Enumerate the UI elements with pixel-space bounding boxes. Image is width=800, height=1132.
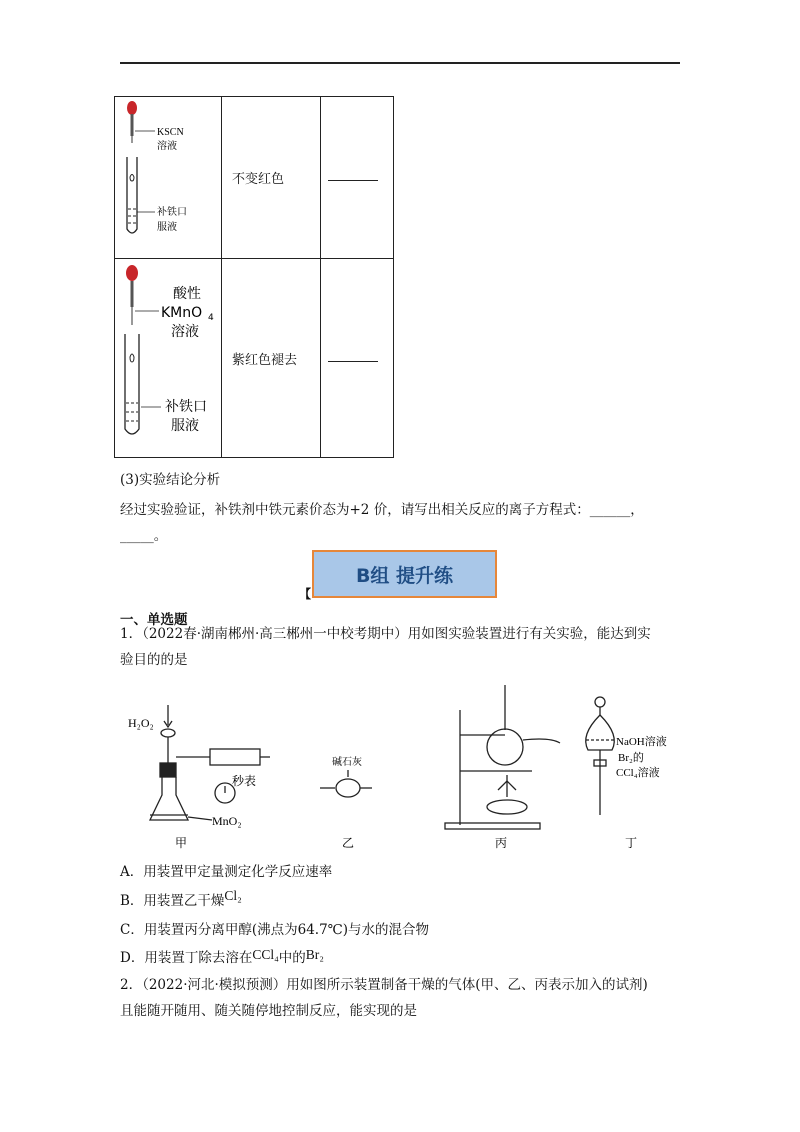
apparatus-drawing (120, 675, 680, 855)
question-1-stem-cont: 验目的的是 (120, 652, 188, 668)
caption-bing: 丙 (495, 836, 508, 850)
label-br2: Br₂的 (618, 752, 644, 764)
svg-text:溶液: 溶液 (171, 324, 199, 340)
caption-jia: 甲 (175, 836, 188, 850)
caption-yi: 乙 (342, 836, 355, 850)
dropper-testtube-figure (115, 259, 221, 453)
formula: Br₂ (305, 947, 325, 962)
bracket-mark: 【 (299, 587, 312, 601)
reagent-label: 酸性 (173, 286, 201, 302)
question-2-stem-cont: 且能随开随用、随关随停地控制反应，能实现的是 (120, 1003, 417, 1019)
group-banner: B组 提升练 (312, 550, 497, 598)
reagent-label: KSCN (157, 127, 184, 138)
dropper-testtube-figure (115, 97, 221, 254)
apparatus-figure (120, 675, 680, 855)
label-soda-lime: 碱石灰 (332, 757, 362, 768)
section-title: 一、单选题 (120, 612, 188, 628)
caption-ding: 丁 (625, 836, 638, 850)
svg-text:4: 4 (208, 313, 214, 323)
observation-text: 紫红色褪去 (232, 352, 298, 368)
label-timer: 秒表 (232, 774, 257, 788)
formula: CCl₄ (252, 947, 279, 962)
label-ccl4: CCl₄溶液 (616, 767, 660, 779)
apparatus-cell (115, 97, 222, 259)
label-mno2: MnO₂ (212, 814, 242, 828)
answer-blank[interactable] (328, 180, 378, 181)
label-naoh: NaOH溶液 (616, 736, 667, 748)
sample-label: 补铁口 (157, 207, 187, 218)
header-rule (120, 62, 680, 64)
table-row (115, 259, 394, 458)
experiment-table (114, 96, 394, 458)
answer-blank[interactable] (328, 361, 378, 362)
svg-text:KMnO: KMnO (161, 305, 203, 321)
observation-cell (222, 259, 321, 458)
section3-question: 经过实验验证，补铁剂中铁元素价态为+2 价，请写出相关反应的离子方程式：______， (120, 502, 644, 518)
answer-cell (321, 259, 394, 458)
formula: Cl₂ (224, 888, 242, 903)
question-2-stem: 2．（2022·河北·模拟预测）用如图所示装置制备干燥的气体(甲、乙、丙表示加入的试剂) (120, 977, 648, 993)
observation-text: 不变红色 (232, 172, 285, 187)
answer-cell (321, 97, 394, 259)
option-c[interactable]: C．用装置丙分离甲醇(沸点为64.7℃)与水的混合物 (120, 922, 430, 938)
label-h2o2: H₂O₂ (128, 716, 154, 730)
svg-text:溶液: 溶液 (157, 141, 177, 152)
apparatus-cell (115, 259, 222, 458)
observation-cell (222, 97, 321, 259)
section3-heading: (3)实验结论分析 (120, 472, 221, 488)
option-a[interactable]: A．用装置甲定量测定化学反应速率 (120, 864, 333, 880)
svg-text:服液: 服液 (171, 418, 199, 434)
option-d[interactable]: D．用装置丁除去溶在CCl₄中的Br₂ (120, 947, 325, 966)
section3-question-cont: _____。 (120, 528, 168, 544)
svg-text:服液: 服液 (157, 222, 177, 233)
table-row (115, 97, 394, 259)
question-1-stem: 1．（2022春·湖南郴州·高三郴州一中校考期中）用如图实验装置进行有关实验，能达到实 (120, 626, 651, 642)
sample-label: 补铁口 (165, 399, 207, 415)
option-b[interactable]: B．用装置乙干燥Cl₂ (120, 888, 242, 909)
